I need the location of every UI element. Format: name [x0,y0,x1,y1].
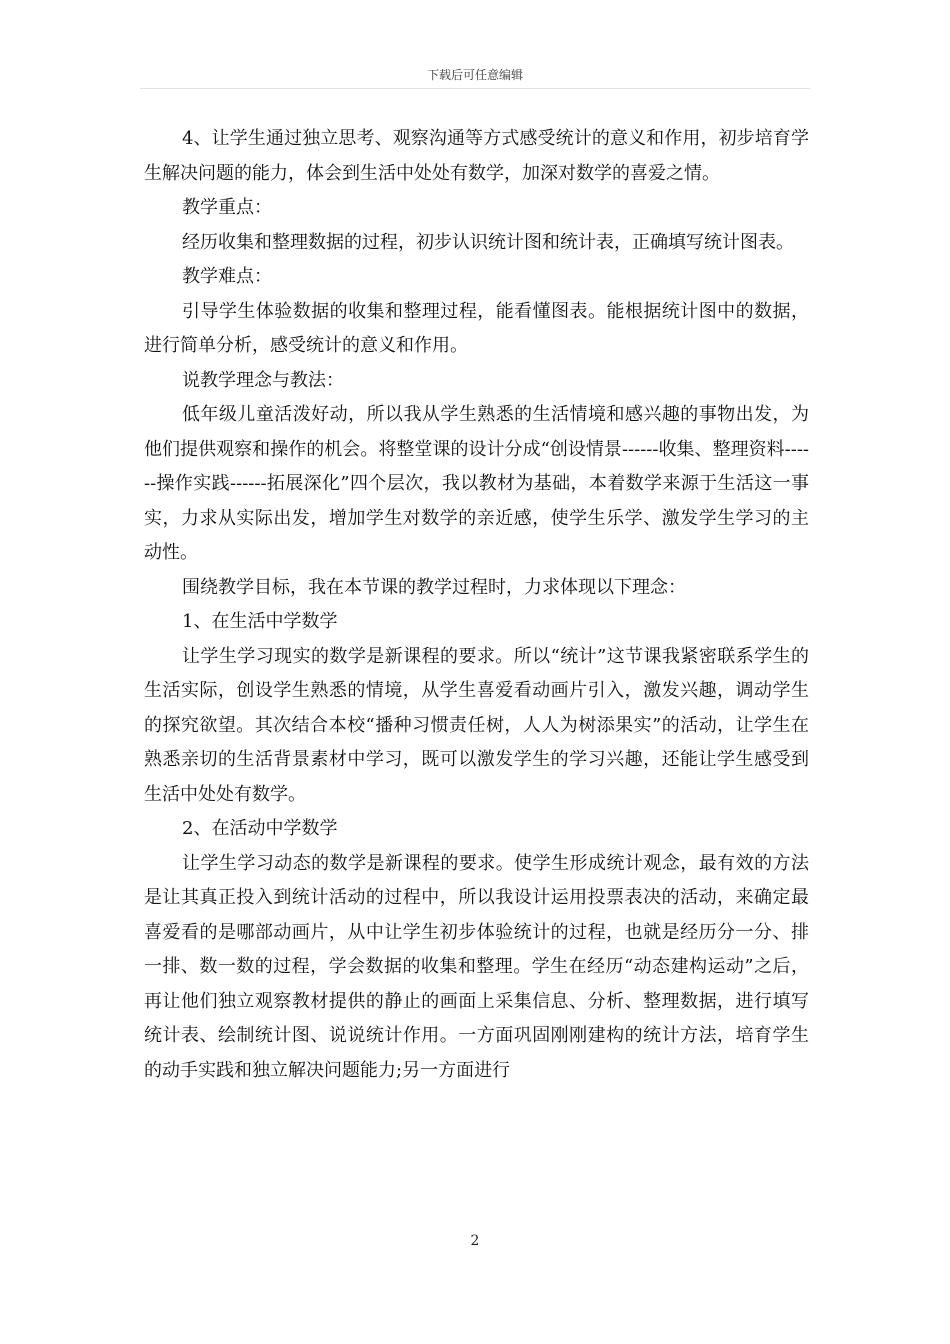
heading-learn-in-life: 1、在生活中学数学 [182,611,338,632]
document-body [144,122,809,1088]
header-divider [140,88,810,89]
paragraph-difficulties: 引导学生体验数据的收集和整理过程，能看懂图表。能根据统计图中的数据，进行简单分析，感受统计的意义和作用。 [144,300,809,356]
paragraph-concepts-intro: 围绕教学目标，我在本节课的教学过程时，力求体现以下理念： [182,576,686,598]
paragraph-goal-4: 4、让学生通过独立思考、观察沟通等方式感受统计的意义和作用，初步培育学生解决问题的能力，体会到生活中处处有数学，加深对数学的喜爱之情。 [144,128,809,184]
heading-difficulties: 教学难点： [182,266,272,287]
paragraph-learn-in-life: 让学生学习现实的数学是新课程的要求。所以“统计”这节课我紧密联系学生的生活实际，创设学生熟悉的情境，从学生喜爱看动画片引入，激发兴趣，调动学生的探究欲望。其次结合本校“播种习惯责任树，人人为树添果实”的活动，让学生在熟悉亲切的生活背景素材中学习，既可以激发学生的学习兴趣，还能让学生感受到生活中处处有数学。 [144,645,809,805]
paragraph-key-points: 经历收集和整理数据的过程，初步认识统计图和统计表，正确填写统计图表。 [182,231,794,253]
heading-key-points: 教学重点： [182,197,272,218]
paragraph-learn-in-activity: 让学生学习动态的数学是新课程的要求。使学生形成统计观念，最有效的方法是让其真正投入到统计活动的过程中，所以我设计运用投票表决的活动，来确定最喜爱看的是哪部动画片，从中让学生初步体验统计的过程，也就是经历分一分、排一排、数一数的过程，学会数据的收集和整理。学生在经历“动态建构运动”之后，再让他们独立观察教材提供的静止的画面上采集信息、分析、整理数据，进行填写统计表、绘制统计图、说说统计作用。一方面巩固刚刚建构的统计方法，培育学生的动手实践和独立解决问题能力;另一方面进行 [144,852,809,1081]
page-header: 下载后可任意编辑 [426,68,523,82]
heading-teaching-philosophy: 说教学理念与教法： [182,369,344,391]
heading-learn-in-activity: 2、在活动中学数学 [182,818,338,839]
paragraph-teaching-philosophy: 低年级儿童活泼好动，所以我从学生熟悉的生活情境和感兴趣的事物出发，为他们提供观察和操作的机会。将整堂课的设计分成“创设情景------收集、整理资料------操作实践------拓展深化”四个层次，我以教材为基础，本着数学来源于生活这一事实，力求从实际出发，增加学生对数学的亲近感，使学生乐学、激发学生学习的主动性。 [144,404,809,563]
page-number: 2 [470,1233,480,1249]
